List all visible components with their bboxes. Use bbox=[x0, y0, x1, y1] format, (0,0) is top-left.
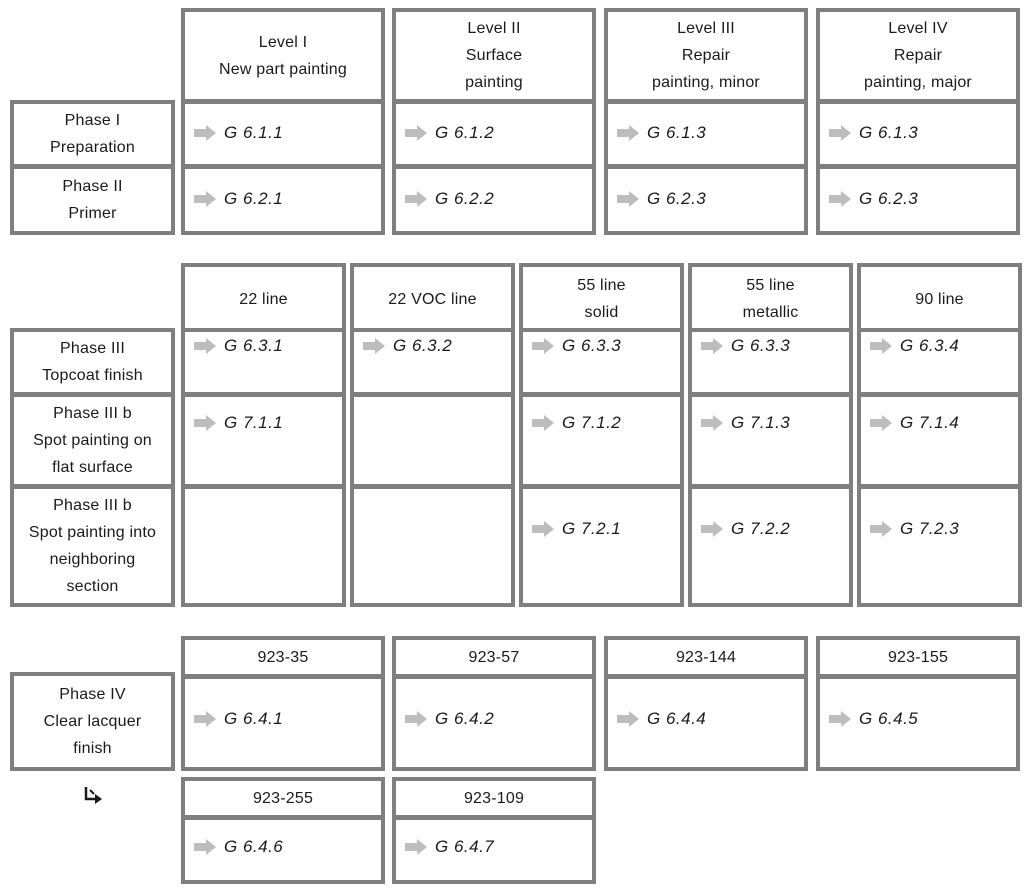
continued-arrow-icon bbox=[82, 785, 104, 812]
column-header-level-2-text: Level II Surface painting bbox=[465, 20, 523, 91]
reference-code: G 7.1.4 bbox=[900, 413, 960, 432]
reference-code: G 7.2.2 bbox=[731, 519, 791, 538]
product-header-text: 923-155 bbox=[887, 648, 949, 666]
matrix-cell bbox=[688, 393, 853, 488]
arrow-right-icon bbox=[870, 521, 892, 537]
column-header-line bbox=[350, 263, 515, 335]
reference-link[interactable] bbox=[405, 837, 494, 857]
product-header bbox=[604, 636, 808, 678]
reference-link[interactable] bbox=[701, 519, 790, 539]
reference-code: G 6.1.3 bbox=[647, 123, 707, 142]
column-header-line bbox=[857, 263, 1022, 335]
reference-code: G 7.2.1 bbox=[562, 519, 622, 538]
product-header-text: 923-144 bbox=[675, 648, 737, 666]
reference-link[interactable] bbox=[194, 413, 283, 433]
arrow-right-icon bbox=[829, 711, 851, 727]
reference-code: G 7.1.3 bbox=[731, 413, 791, 432]
arrow-right-icon bbox=[194, 711, 216, 727]
reference-link[interactable] bbox=[617, 123, 706, 143]
arrow-right-icon bbox=[194, 839, 216, 855]
row-header-phase-text: Phase I Preparation bbox=[50, 112, 135, 156]
column-header-line bbox=[688, 263, 853, 335]
reference-code: G 6.4.4 bbox=[647, 709, 707, 728]
reference-link[interactable] bbox=[194, 189, 283, 209]
arrow-right-icon bbox=[870, 338, 892, 354]
reference-code: G 6.4.7 bbox=[435, 837, 495, 856]
arrow-right-icon bbox=[405, 191, 427, 207]
reference-code: G 6.4.1 bbox=[224, 709, 284, 728]
matrix-cell bbox=[181, 393, 346, 488]
product-header bbox=[816, 636, 1020, 678]
product-header-text: 923-109 bbox=[463, 789, 525, 807]
column-header-level-1 bbox=[181, 8, 385, 103]
reference-code: G 6.4.6 bbox=[224, 837, 284, 856]
arrow-right-icon bbox=[194, 338, 216, 354]
reference-code: G 6.3.3 bbox=[562, 336, 622, 355]
row-header-phase-text: Phase II Primer bbox=[62, 178, 123, 222]
row-header-phase-text: Phase III b Spot painting into neighboring section bbox=[28, 497, 157, 595]
reference-link[interactable] bbox=[870, 413, 959, 433]
column-header-level-4-text: Level IV Repair painting, major bbox=[864, 20, 972, 91]
arrow-right-icon bbox=[405, 125, 427, 141]
product-header bbox=[392, 777, 596, 819]
reference-code: G 6.3.4 bbox=[900, 336, 960, 355]
column-header-level-3-text: Level III Repair painting, minor bbox=[652, 20, 760, 91]
reference-link[interactable] bbox=[532, 336, 621, 356]
row-header-phase bbox=[10, 328, 175, 396]
reference-link[interactable] bbox=[701, 336, 790, 356]
column-header-level-3 bbox=[604, 8, 808, 103]
arrow-right-icon bbox=[194, 415, 216, 431]
reference-link[interactable] bbox=[617, 189, 706, 209]
reference-link[interactable] bbox=[829, 123, 918, 143]
matrix-cell bbox=[519, 393, 684, 488]
reference-code: G 6.1.3 bbox=[859, 123, 919, 142]
arrow-right-icon bbox=[701, 415, 723, 431]
reference-code: G 7.2.3 bbox=[900, 519, 960, 538]
product-header bbox=[181, 636, 385, 678]
reference-code: G 6.1.1 bbox=[224, 123, 284, 142]
product-header-text: 923-57 bbox=[468, 648, 520, 666]
arrow-right-icon bbox=[829, 191, 851, 207]
reference-link[interactable] bbox=[870, 336, 959, 356]
reference-code: G 6.3.1 bbox=[224, 336, 284, 355]
matrix-cell bbox=[519, 485, 684, 607]
reference-link[interactable] bbox=[405, 189, 494, 209]
reference-link[interactable] bbox=[194, 336, 283, 356]
column-header-line-text: 22 line bbox=[239, 290, 288, 308]
reference-link[interactable] bbox=[532, 413, 621, 433]
reference-link[interactable] bbox=[532, 519, 621, 539]
arrow-right-icon bbox=[363, 338, 385, 354]
reference-link[interactable] bbox=[829, 189, 918, 209]
arrow-right-icon bbox=[617, 711, 639, 727]
column-header-level-1-text: Level I New part painting bbox=[219, 33, 347, 78]
reference-code: G 6.1.2 bbox=[435, 123, 495, 142]
reference-code: G 6.2.3 bbox=[647, 189, 707, 208]
arrow-right-icon bbox=[194, 191, 216, 207]
reference-code: G 6.3.3 bbox=[731, 336, 791, 355]
reference-code: G 7.1.1 bbox=[224, 413, 284, 432]
reference-code: G 6.3.2 bbox=[393, 336, 453, 355]
arrow-right-icon bbox=[617, 125, 639, 141]
matrix-cell bbox=[350, 485, 515, 607]
arrow-right-icon bbox=[405, 839, 427, 855]
arrow-right-icon bbox=[701, 521, 723, 537]
column-header-line-text: 22 VOC line bbox=[388, 290, 477, 308]
arrow-right-icon bbox=[405, 711, 427, 727]
row-header-phase-iv bbox=[10, 672, 175, 771]
reference-link[interactable] bbox=[194, 709, 283, 729]
reference-link[interactable] bbox=[405, 709, 494, 729]
matrix-cell bbox=[181, 485, 346, 607]
column-header-line-text: 90 line bbox=[915, 290, 964, 308]
reference-link[interactable] bbox=[194, 837, 283, 857]
column-header-line-text: 55 line metallic bbox=[742, 277, 799, 321]
product-header-text: 923-35 bbox=[257, 648, 309, 666]
reference-link[interactable] bbox=[829, 709, 918, 729]
product-header bbox=[181, 777, 385, 819]
reference-link[interactable] bbox=[194, 123, 283, 143]
reference-code: G 7.1.2 bbox=[562, 413, 622, 432]
reference-code: G 6.4.5 bbox=[859, 709, 919, 728]
reference-code: G 6.2.3 bbox=[859, 189, 919, 208]
row-header-phase-iv-text: Phase IV Clear lacquer finish bbox=[43, 686, 142, 757]
matrix-cell bbox=[857, 393, 1022, 488]
row-header-phase-text: Phase III Topcoat finish bbox=[42, 340, 143, 384]
arrow-right-icon bbox=[870, 415, 892, 431]
column-header-line bbox=[519, 263, 684, 335]
column-header-line bbox=[181, 263, 346, 335]
row-header-phase bbox=[10, 165, 175, 235]
row-header-phase bbox=[10, 393, 175, 488]
arrow-right-icon bbox=[617, 191, 639, 207]
reference-code: G 6.4.2 bbox=[435, 709, 495, 728]
reference-link[interactable] bbox=[870, 519, 959, 539]
reference-link[interactable] bbox=[405, 123, 494, 143]
arrow-right-icon bbox=[701, 338, 723, 354]
matrix-cell bbox=[350, 393, 515, 488]
arrow-right-icon bbox=[532, 415, 554, 431]
product-header-text: 923-255 bbox=[252, 789, 314, 807]
arrow-right-icon bbox=[829, 125, 851, 141]
row-header-phase-text: Phase III b Spot painting on flat surface bbox=[33, 405, 152, 476]
arrow-right-icon bbox=[532, 521, 554, 537]
arrow-right-icon bbox=[532, 338, 554, 354]
reference-code: G 6.2.1 bbox=[224, 189, 284, 208]
matrix-cell bbox=[688, 485, 853, 607]
arrow-right-icon bbox=[194, 125, 216, 141]
column-header-level-2 bbox=[392, 8, 596, 103]
reference-link[interactable] bbox=[363, 336, 452, 356]
product-header bbox=[392, 636, 596, 678]
reference-code: G 6.2.2 bbox=[435, 189, 495, 208]
row-header-phase bbox=[10, 100, 175, 168]
matrix-cell bbox=[857, 485, 1022, 607]
reference-link[interactable] bbox=[617, 709, 706, 729]
reference-link[interactable] bbox=[701, 413, 790, 433]
column-header-line-text: 55 line solid bbox=[577, 277, 626, 321]
row-header-phase bbox=[10, 485, 175, 607]
column-header-level-4 bbox=[816, 8, 1020, 103]
